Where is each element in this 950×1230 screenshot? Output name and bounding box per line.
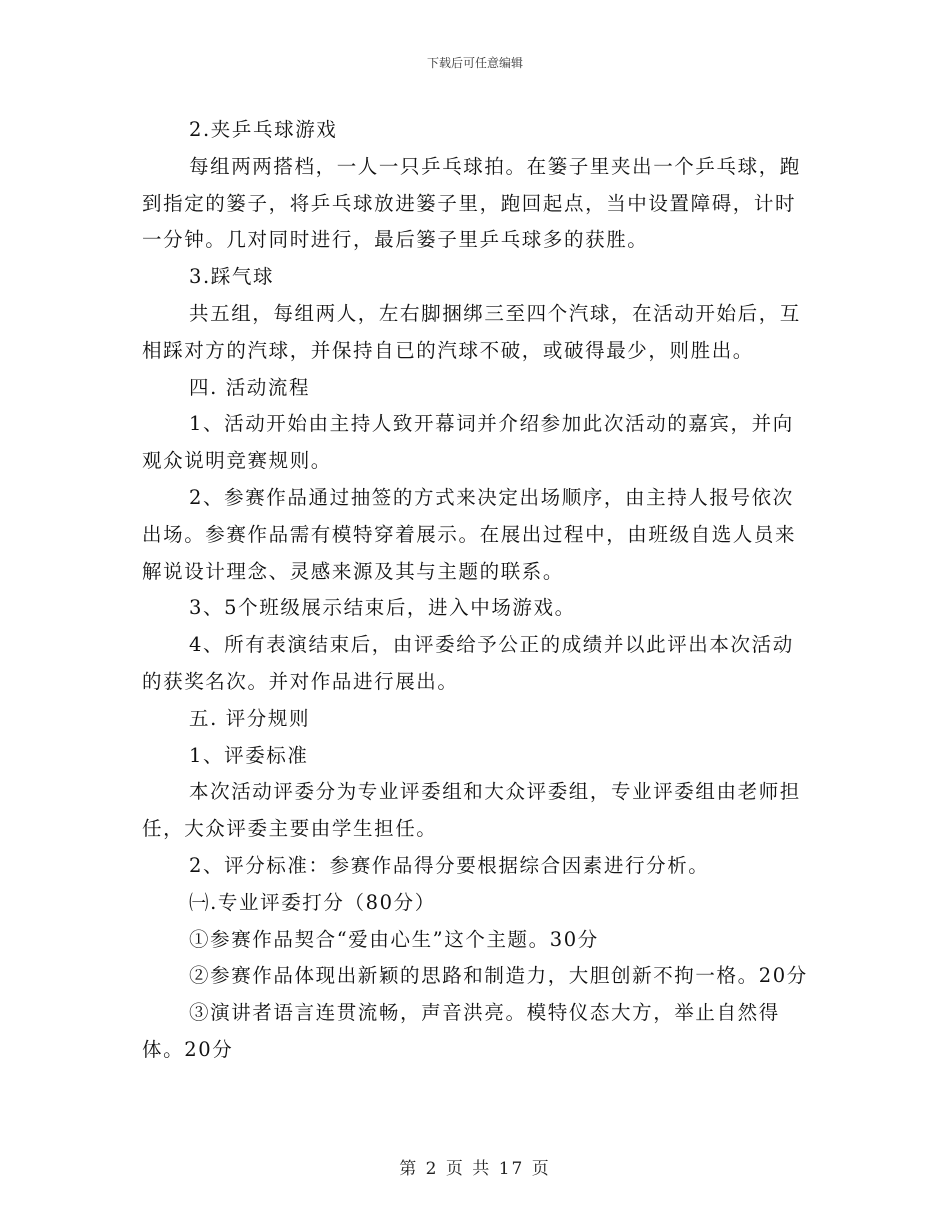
paragraph: 2、参赛作品通过抽签的方式来决定出场顺序，由主持人报号依次出场。参赛作品需有模特穿着展示。在展出过程中，由班级自选人员来解说设计理念、灵感来源及其与主题的联系。	[142, 485, 797, 583]
paragraph: 1、评委标准	[189, 743, 309, 767]
paragraph: 2、评分标准：参赛作品得分要根据综合因素进行分析。	[189, 853, 710, 877]
section-heading: 五. 评分规则	[189, 706, 311, 730]
paragraph: ㈠.专业评委打分（80分）	[189, 890, 436, 914]
paragraph: 3.踩气球	[189, 265, 275, 289]
paragraph: 本次活动评委分为专业评委组和大众评委组，专业评委组由老师担任，大众评委主要由学生担任。	[142, 780, 801, 841]
page-footer: 第 2 页 共 17 页	[399, 1159, 551, 1179]
paragraph: 共五组，每组两人，左右脚捆绑三至四个汽球，在活动开始后，互相踩对方的汽球，并保持自已的汽球不破，或破得最少，则胜出。	[142, 301, 801, 362]
paragraph: 1、活动开始由主持人致开幕词并介绍参加此次活动的嘉宾，并向观众说明竞赛规则。	[142, 412, 794, 473]
paragraph: ③演讲者语言连贯流畅，声音洪亮。模特仪态大方，举止自然得体。20分	[142, 1001, 780, 1061]
paragraph: 2.夹乒乓球游戏	[189, 118, 338, 141]
paragraph: 3、5个班级展示结束后，进入中场游戏。	[189, 596, 576, 620]
paragraph: 每组两两搭档，一人一只乒乓球拍。在篓子里夹出一个乒乓球，跑到指定的篓子，将乒乓球放进篓子里，跑回起点，当中设置障碍，计时一分钟。几对同时进行，最后篓子里乒乓球多的获胜。	[142, 154, 801, 252]
page-header: 下载后可任意编辑	[426, 56, 523, 70]
paragraph: ①参赛作品契合“爱由心生”这个主题。30分	[189, 927, 599, 951]
section-heading: 四. 活动流程	[189, 375, 311, 399]
paragraph: ②参赛作品体现出新颖的思路和制造力，大胆创新不拘一格。20分	[189, 964, 808, 988]
paragraph: 4、所有表演结束后，由评委给予公正的成绩并以此评出本次活动的获奖名次。并对作品进行展出。	[142, 633, 794, 693]
document-body	[142, 112, 808, 1069]
